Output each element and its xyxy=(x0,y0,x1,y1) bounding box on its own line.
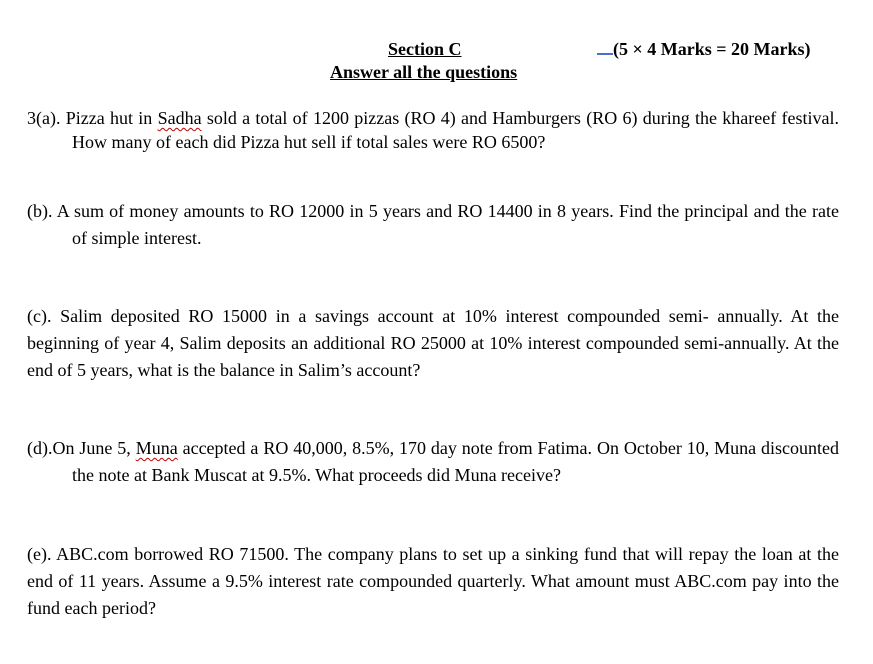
underline-mark xyxy=(597,39,613,55)
question-text-part: accepted a RO 40,000, 8.5%, 170 day note from Fatima. On October 10, Muna discounted the note at Bank Muscat at 9.5%. What proceeds did Muna receive? xyxy=(72,438,839,485)
question-label: (d). xyxy=(27,438,53,458)
question-text: A sum of money amounts to RO 12000 in 5 years and RO 14400 in 8 years. Find the principal and the rate of simple interest. xyxy=(52,201,839,248)
question-label: (c). xyxy=(27,306,52,326)
question-c xyxy=(27,303,839,384)
question-3a xyxy=(27,106,839,154)
question-text-part: Pizza hut in xyxy=(60,108,158,128)
spellcheck-word: Muna xyxy=(135,438,178,458)
question-d xyxy=(27,435,839,489)
marks-text: (5 × 4 Marks = 20 Marks) xyxy=(613,39,811,59)
question-b xyxy=(27,198,839,252)
question-label: 3(a). xyxy=(27,108,61,128)
instruction-heading: Answer all the questions xyxy=(330,62,518,82)
spellcheck-word: Sadha xyxy=(157,108,202,128)
section-title: Section C xyxy=(388,39,462,59)
marks-allocation xyxy=(597,39,811,60)
question-text-part: On June 5, xyxy=(52,438,136,458)
question-label: (e). xyxy=(27,544,52,564)
question-text: ABC.com borrowed RO 71500. The company plans to set up a sinking fund that will repay the loan at the end of 11 years. Assume a 9.5% interest rate compounded quarterly. What amount must ABC.com pay into the fund each period? xyxy=(27,544,839,618)
question-label: (b). xyxy=(27,201,53,221)
question-text-part: sold a total of 1200 pizzas (RO 4) and Hamburgers (RO 6) during the khareef festival. How many of each did Pizza hut sell if total sales were RO 6500? xyxy=(72,108,840,152)
question-e xyxy=(27,541,839,622)
question-text: Salim deposited RO 15000 in a savings account at 10% interest compounded semi- annually. At the beginning of year 4, Salim deposits an additional RO 25000 at 10% interest compounded semi-annually. At the end of 5 years, what is the balance in Salim’s account? xyxy=(27,306,839,380)
